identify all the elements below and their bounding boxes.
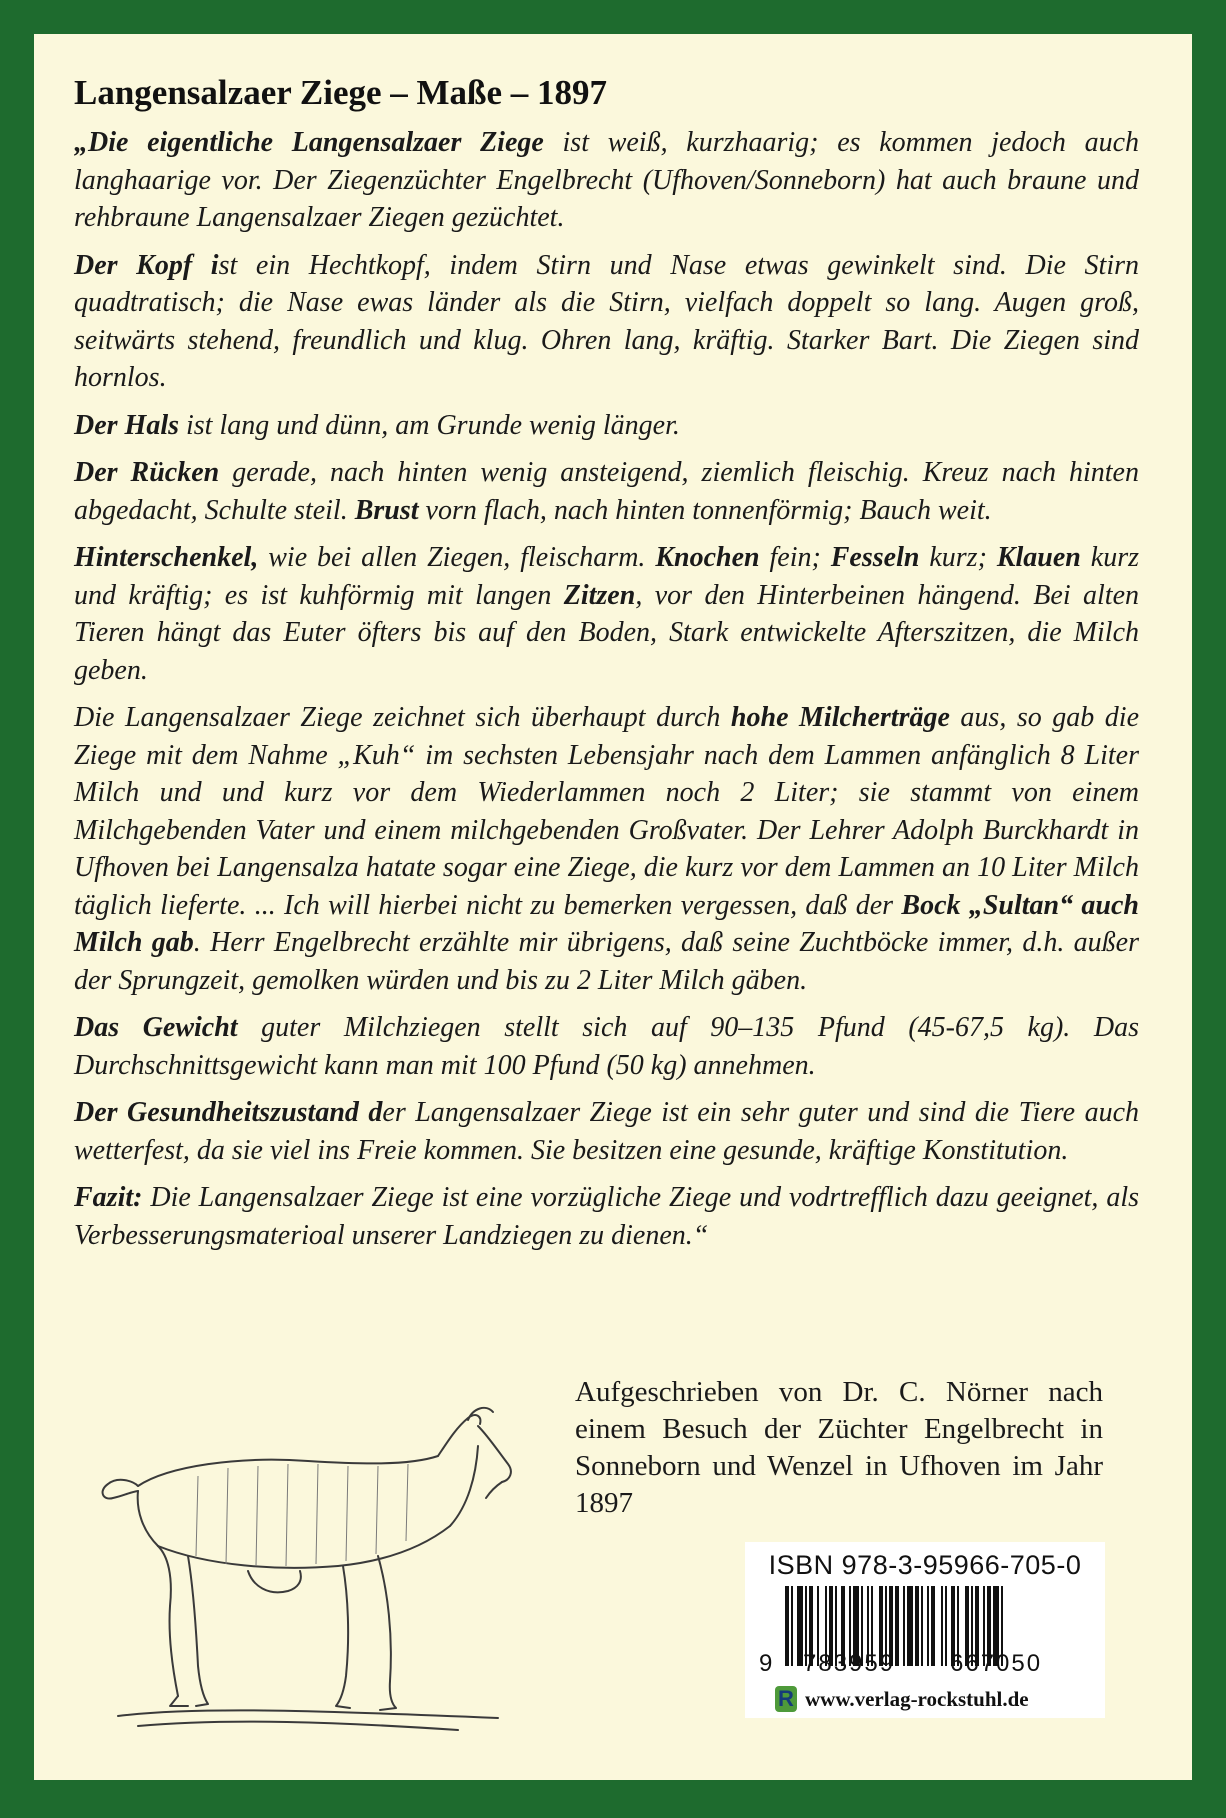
paragraph [74, 407, 1139, 445]
barcode-bar [907, 1586, 913, 1666]
paragraph-run: . Herr Engelbrecht erzählte mir übrigens, daß seine Zuchtböcke immer, d.h. außer der Sprungzeit, gemolken würden und bis zu 2 Liter Milch gäben. [74, 927, 1139, 996]
body-text [74, 124, 1139, 1254]
barcode-bar [915, 1586, 919, 1666]
paragraph-run: ist lang und dünn, am Grunde wenig länger. [179, 409, 680, 441]
publisher-line [775, 1684, 1029, 1714]
paragraph-bold-run: Zitzen [563, 579, 636, 611]
barcode-bar [921, 1586, 923, 1666]
isbn-digits-right: 667050 [950, 1650, 1043, 1677]
paragraph-bold-run: „Die eigentliche Langensalzaer Ziege [74, 127, 544, 158]
paragraph-run: kurz; [919, 542, 997, 573]
barcode-bar [941, 1586, 943, 1666]
barcode-bar [785, 1586, 789, 1666]
paragraph-run: er Langensalzaer Ziege ist ein sehr guter und sind die Tiere auch wetterfest, da sie viel ins Freie kommen. Sie besitzen eine gesunde, kräftige Konstitution. [74, 1097, 1140, 1166]
paragraph-run: st ein Hechtkopf, indem Stirn und Nase etwas gewinkelt sind. Die Stirn quadtratisch; die Nase ewas länder als die Stirn, vielfach doppelt so lang. Augen groß, seitwärts stehend, freundlich und klug. Ohren lang, kräftig. Starker Bart. Die Ziegen sind hornlos. [74, 249, 1139, 393]
paragraph-bold-run: Fazit: [74, 1182, 143, 1213]
back-cover [34, 34, 1192, 1780]
paragraph-bold-run: Fesseln [830, 542, 920, 573]
publisher-url[interactable]: www.verlag-rockstuhl.de [805, 1686, 1029, 1711]
barcode-bar [931, 1586, 935, 1666]
paragraph-run: aus, so gab die Ziege mit dem Nahme „Kuh“ im sechsten Lebensjahr nach dem Lammen anfänglich 8 Liter Milch und und kurz vor dem Wiederlammen noch 2 Liter; sie stammt von einem Milchgebenden Vater und einem milchgebenden Großvater. Der Lehrer Adolph Burckhardt in Ufhoven bei Langensalza hatate sogar eine Ziege, die kurz vor dem Lammen an 10 Liter Milch täglich lieferte. ... Ich will hierbei nicht zu bemerken vergessen, daß der [74, 702, 1139, 921]
paragraph [74, 699, 1139, 999]
paragraph-bold-run: Der Kopf i [74, 249, 219, 281]
text-column [74, 42, 1139, 1264]
paragraph-bold-run: Hinterschenkel, [74, 542, 259, 573]
page-title: Langensalzaer Ziege – Maße – 1897 [74, 73, 608, 112]
paragraph-run: ist weiß, kurzhaarig; es kommen jedoch auch langhaarige vor. Der Ziegenzüchter Engelbrecht (Ufhoven/Sonneborn) hat auch braune und rehbraune Langensalzaer Ziegen gezüchtet. [74, 127, 1139, 233]
paragraph-bold-run: Bock „Sultan“ auch Milch gab [74, 889, 1140, 958]
paragraph [74, 1179, 1139, 1254]
paragraph-run: gerade, nach hinten wenig ansteigend, ziemlich fleischig. Kreuz nach hinten abgedacht, Schulte steil. [74, 457, 1139, 526]
paragraph-run: Die Langensalzaer Ziege ist eine vorzügliche Ziege und vodrtrefflich dazu geeignet, als Verbesserungsmaterioal unserer Landziegen zu dienen.“ [74, 1182, 1139, 1251]
paragraph-bold-run: hohe Milcherträge [730, 702, 950, 733]
paragraph [74, 247, 1139, 397]
paragraph [74, 124, 1139, 237]
barcode-bar [903, 1586, 905, 1666]
paragraph-bold-run: Klauen [996, 542, 1081, 573]
author-note: Aufgeschrieben von Dr. C. Nörner nach einem Besuch der Züchter Engelbrecht in Sonneborn und Wenzel in Ufhoven im Jahr 1897 [575, 1376, 1103, 1519]
paragraph-bold-run: Der Rücken [74, 457, 220, 488]
barcode-bar [927, 1586, 929, 1666]
barcode-bar [791, 1586, 793, 1666]
paragraph [74, 1094, 1139, 1169]
goat-illustration [78, 1406, 548, 1746]
paragraph-bold-run: Das Gewicht [74, 1012, 238, 1043]
paragraph-run: vorn flach, nach hinten tonnenförmig; Bauch weit. [418, 494, 992, 526]
paragraph-run: fein; [759, 542, 831, 573]
barcode-bar [945, 1586, 947, 1666]
paragraph [74, 539, 1139, 689]
paragraph-bold-run: Der Gesundheitszustand d [74, 1097, 383, 1128]
publisher-logo-icon: R [775, 1686, 797, 1712]
isbn-digit-first: 9 [759, 1650, 773, 1677]
barcode-bar [895, 1586, 899, 1666]
paragraph-run: guter Milchziegen stellt sich auf 90–135 Pfund (45-67,5 kg). Das Durchschnittsgewicht kann man mit 100 Pfund (50 kg) annehmen. [74, 1012, 1140, 1081]
paragraph-bold-run: Knochen [655, 542, 760, 573]
isbn-digits-left: 783959 [803, 1650, 896, 1677]
paragraph [74, 1009, 1139, 1084]
paragraph [74, 454, 1139, 529]
isbn-barcode-box [745, 1542, 1105, 1718]
isbn-label: ISBN 978-3-95966-705-0 [768, 1550, 1082, 1580]
paragraph-run: Die Langensalzaer Ziege zeichnet sich überhaupt durch [74, 702, 731, 733]
paragraph-run: wie bei allen Ziegen, fleischarm. [258, 542, 656, 573]
paragraph-bold-run: Brust [354, 494, 419, 526]
paragraph-bold-run: Der Hals [74, 409, 179, 441]
paragraph-run: kurz und kräftig; es ist kuhförmig mit langen [74, 542, 1139, 611]
paragraph-run: , vor den Hinterbeinen hängend. Bei alten Tieren hängt das Euter öfters bis auf den Boden, Stark entwickelte Afterszitzen, die Milch geben. [74, 579, 1140, 686]
